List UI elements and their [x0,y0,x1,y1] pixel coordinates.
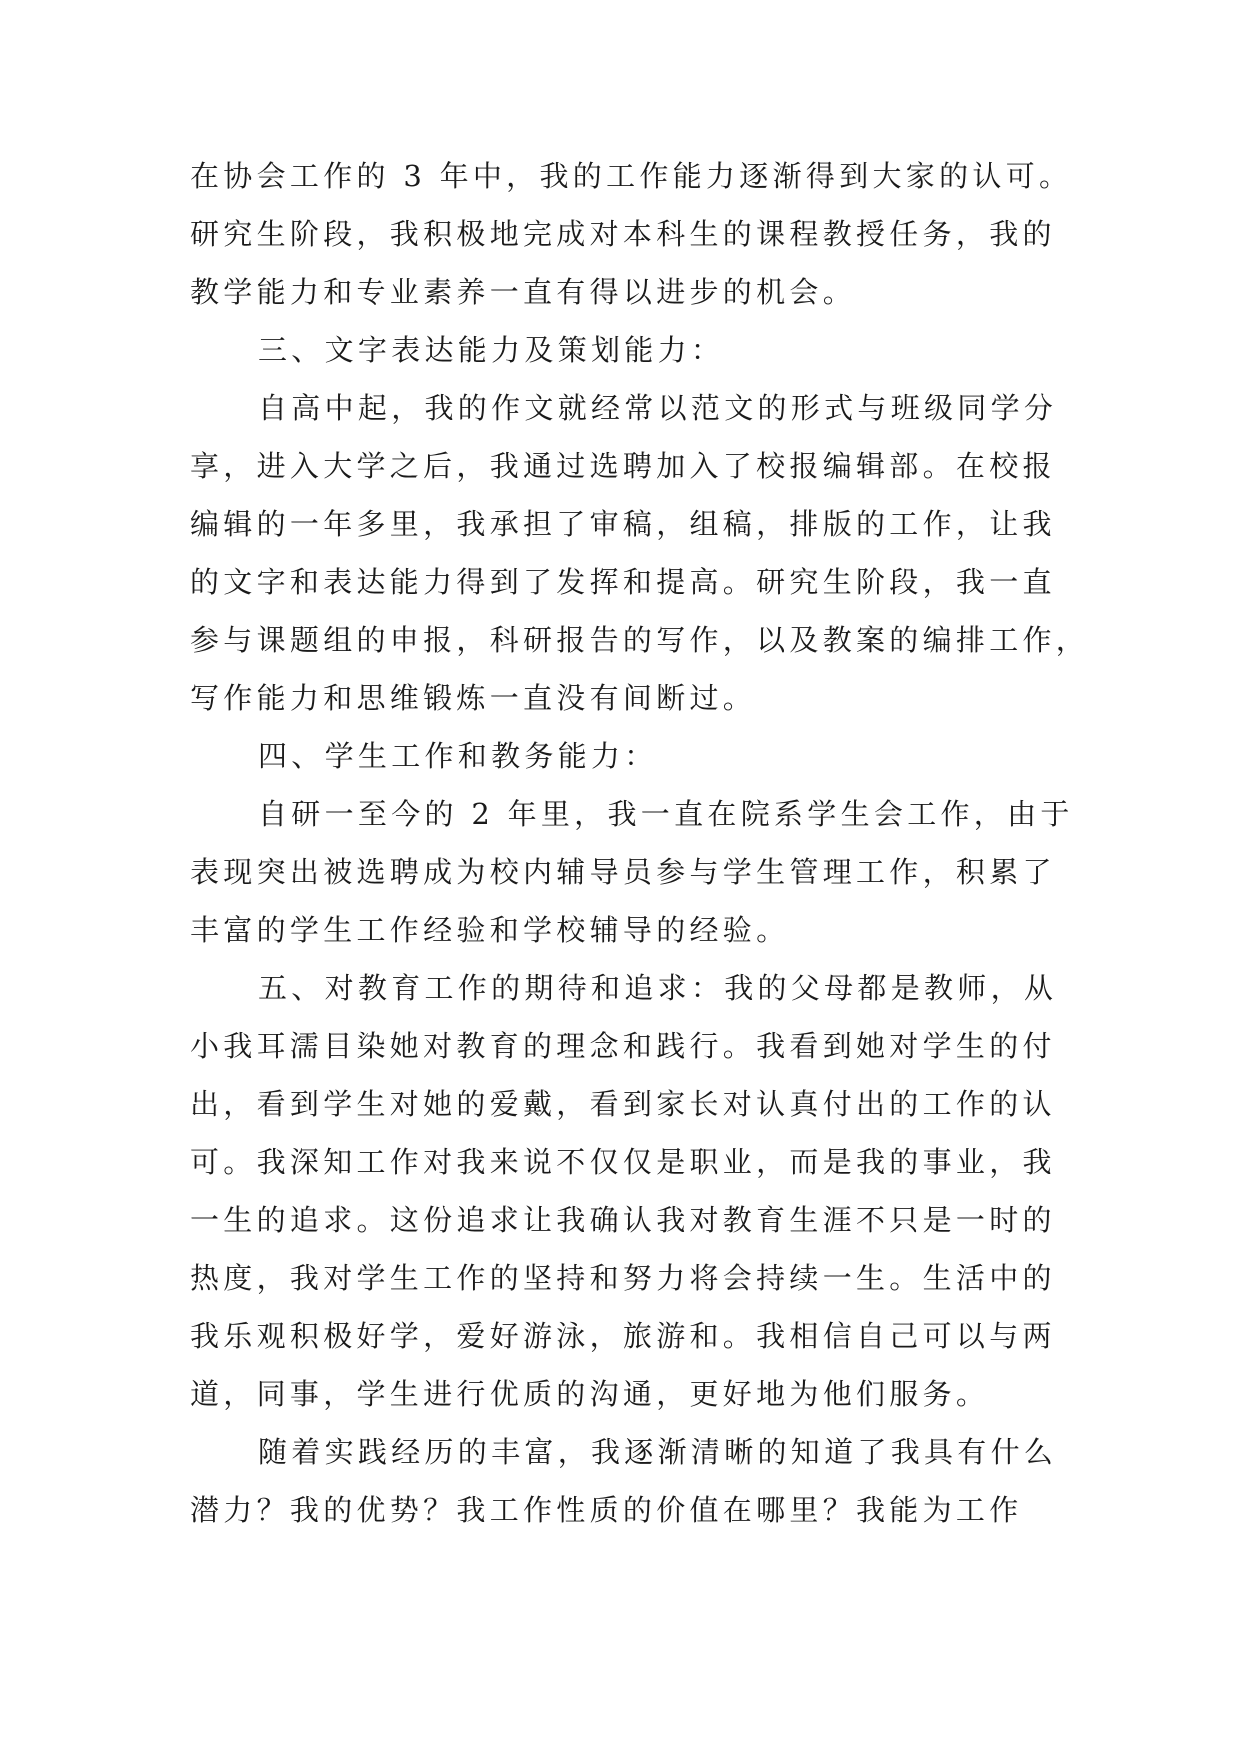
text-line: 表现突出被选聘成为校内辅导员参与学生管理工作，积累了 [190,855,1056,889]
text-line: 自高中起，我的作文就经常以范文的形式与班级同学分 [258,391,1058,425]
section-heading: 四、学生工作和教务能力： [258,739,658,773]
text-line: 的文字和表达能力得到了发挥和提高。研究生阶段，我一直 [190,565,1056,599]
text-line: 潜力？我的优势？我工作性质的价值在哪里？我能为工作 [190,1493,1023,1527]
text-line: 自研一至今的 2 年里，我一直在院系学生会工作，由于 [258,797,1074,831]
text-line: 出，看到学生对她的爱戴，看到家长对认真付出的工作的认 [190,1087,1056,1121]
text-line: 丰富的学生工作经验和学校辅导的经验。 [190,913,790,947]
text-line: 小我耳濡目染她对教育的理念和践行。我看到她对学生的付 [190,1029,1056,1063]
text-line: 热度，我对学生工作的坚持和努力将会持续一生。生活中的 [190,1261,1056,1295]
text-line: 随着实践经历的丰富，我逐渐清晰的知道了我具有什么 [258,1435,1058,1469]
section-heading: 五、对教育工作的期待和追求：我的父母都是教师，从 [258,971,1058,1005]
text-line: 参与课题组的申报，科研报告的写作，以及教案的编排工作， [190,623,1090,657]
text-line: 写作能力和思维锻炼一直没有间断过。 [190,681,757,715]
text-line: 一生的追求。这份追求让我确认我对教育生涯不只是一时的 [190,1203,1056,1237]
text-line: 可。我深知工作对我来说不仅仅是职业，而是我的事业，我 [190,1145,1056,1179]
text-line: 教学能力和专业素养一直有得以进步的机会。 [190,275,857,309]
text-line: 享，进入大学之后，我通过选聘加入了校报编辑部。在校报 [190,449,1056,483]
section-heading: 三、文字表达能力及策划能力： [258,333,725,367]
text-line: 道，同事，学生进行优质的沟通，更好地为他们服务。 [190,1377,990,1411]
text-line: 我乐观积极好学，爱好游泳，旅游和。我相信自己可以与两 [190,1319,1056,1353]
text-line: 在协会工作的 3 年中，我的工作能力逐渐得到大家的认可。 [190,159,1073,193]
text-line: 编辑的一年多里，我承担了审稿，组稿，排版的工作，让我 [190,507,1056,541]
text-line: 研究生阶段，我积极地完成对本科生的课程教授任务，我的 [190,217,1056,251]
